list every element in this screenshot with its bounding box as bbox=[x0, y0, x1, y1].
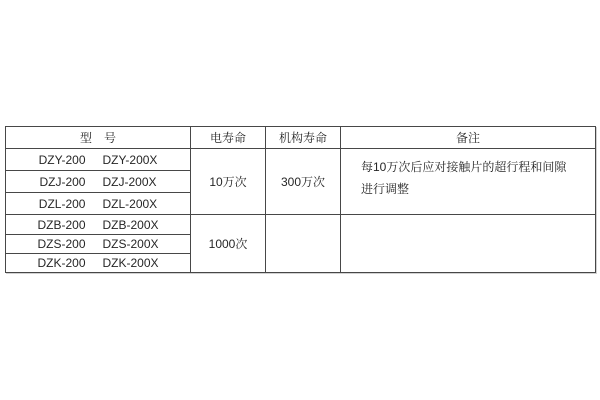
header-row bbox=[6, 127, 596, 149]
model-name: DZS-200X bbox=[102, 236, 159, 251]
model-name: DZB-200X bbox=[102, 217, 159, 232]
relay-life-spec-table bbox=[5, 126, 596, 273]
table-row bbox=[6, 149, 596, 171]
mechanical-life-cell: 300万次 bbox=[266, 149, 341, 215]
model-name: DZB-200 bbox=[37, 217, 86, 232]
header-electrical-life: 电寿命 bbox=[191, 127, 266, 149]
electrical-life-cell: 10万次 bbox=[191, 149, 266, 215]
model-cell bbox=[6, 215, 191, 234]
model-name: DZJ-200 bbox=[39, 174, 86, 189]
model-cell bbox=[6, 171, 191, 193]
table-row bbox=[6, 215, 596, 234]
model-name: DZY-200X bbox=[102, 152, 158, 167]
model-cell bbox=[6, 149, 191, 171]
model-cell bbox=[6, 193, 191, 215]
model-name: DZL-200 bbox=[38, 196, 86, 211]
model-name: DZL-200X bbox=[102, 196, 158, 211]
header-remarks: 备注 bbox=[341, 127, 596, 149]
model-name: DZK-200 bbox=[37, 255, 86, 270]
mechanical-life-cell bbox=[266, 215, 341, 273]
remark-line: 每10万次后应对接触片的超行程和间隙 bbox=[361, 160, 567, 174]
header-mechanical-life: 机构寿命 bbox=[266, 127, 341, 149]
model-name: DZJ-200X bbox=[102, 174, 157, 189]
model-name: DZY-200 bbox=[38, 152, 86, 167]
model-cell bbox=[6, 234, 191, 253]
model-name: DZK-200X bbox=[102, 255, 159, 270]
header-model: 型 号 bbox=[6, 127, 191, 149]
model-name: DZS-200 bbox=[37, 236, 86, 251]
remarks-cell bbox=[341, 149, 596, 215]
model-cell bbox=[6, 253, 191, 272]
remark-line: 进行调整 bbox=[361, 182, 410, 196]
remarks-cell bbox=[341, 215, 596, 273]
electrical-life-cell: 1000次 bbox=[191, 215, 266, 273]
